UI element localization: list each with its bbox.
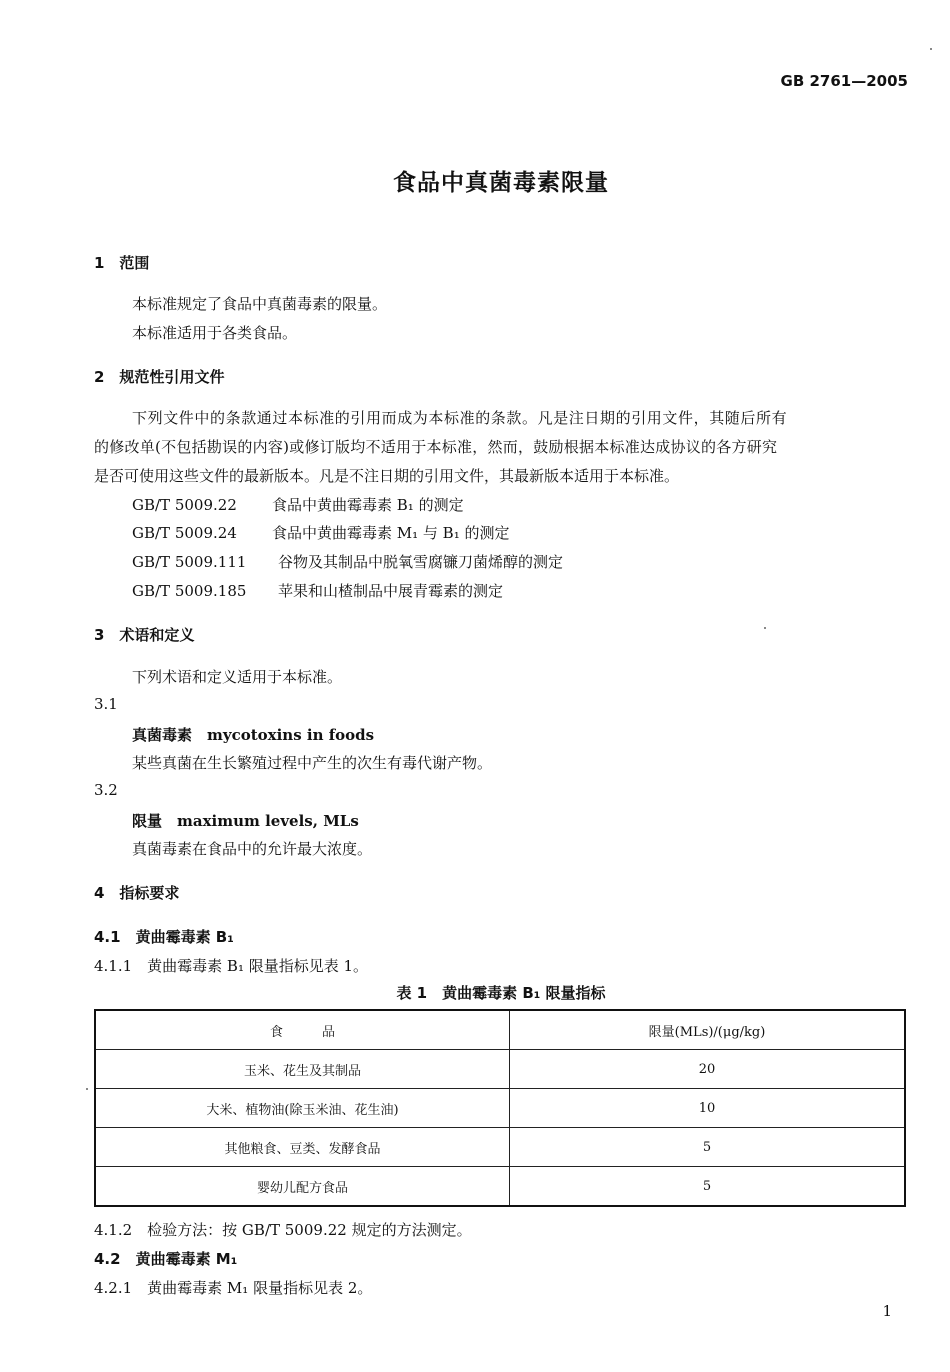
scan-speck — [764, 627, 766, 629]
section-2-para-line-1: 下列文件中的条款通过本标准的引用而成为本标准的条款。凡是注日期的引用文件，其随后所有 — [132, 409, 788, 427]
table-cell-food: 其他粮食、豆类、发酵食品 — [95, 1128, 510, 1167]
table-cell-food: 大米、植物油(除玉米油、花生油) — [95, 1089, 510, 1128]
definition-1-term: 真菌毒素 mycotoxins in foods — [132, 726, 375, 744]
reference-title: 谷物及其制品中脱氧雪腐镰刀菌烯醇的测定 — [278, 553, 564, 571]
table-row — [95, 1128, 905, 1167]
reference-item — [132, 580, 503, 601]
section-4-1-1: 4.1.1 黄曲霉毒素 B₁ 限量指标见表 1。 — [94, 957, 369, 975]
definition-2-number: 3.2 — [94, 781, 118, 799]
reference-item — [132, 551, 563, 572]
section-4-1-heading: 4.1 黄曲霉毒素 B₁ — [94, 928, 234, 946]
table-cell-food: 玉米、花生及其制品 — [95, 1050, 510, 1089]
section-2-para-line-3: 是否可使用这些文件的最新版本。凡是不注日期的引用文件，其最新版本适用于本标准。 — [94, 467, 680, 485]
table-header-row — [95, 1010, 905, 1050]
reference-code: GB/T 5009.24 — [132, 524, 237, 542]
scan-speck — [86, 1088, 88, 1090]
section-4-2-1: 4.2.1 黄曲霉毒素 M₁ 限量指标见表 2。 — [94, 1279, 373, 1297]
table-cell-limit: 20 — [510, 1050, 906, 1089]
table-row — [95, 1167, 905, 1207]
reference-item — [132, 494, 464, 515]
reference-title: 苹果和山楂制品中展青霉素的测定 — [278, 582, 504, 600]
document-title: 食品中真菌毒素限量 — [393, 170, 609, 196]
section-3-intro: 下列术语和定义适用于本标准。 — [132, 668, 343, 686]
definition-2-term: 限量 maximum levels, MLs — [132, 812, 359, 830]
section-2-para-line-2: 的修改单(不包括勘误的内容)或修订版均不适用于本标准，然而，鼓励根据本标准达成协议的各方研究 — [94, 438, 778, 456]
section-1-heading: 1 范围 — [94, 254, 150, 272]
section-1-para-2: 本标准适用于各类食品。 — [132, 324, 298, 342]
reference-code: GB/T 5009.185 — [132, 582, 247, 600]
table-cell-limit: 5 — [510, 1128, 906, 1167]
definition-2-text: 真菌毒素在食品中的允许最大浓度。 — [132, 840, 373, 858]
table-1 — [94, 1009, 906, 1207]
reference-code: GB/T 5009.22 — [132, 496, 237, 514]
reference-code: GB/T 5009.111 — [132, 553, 247, 571]
section-3-heading: 3 术语和定义 — [94, 626, 195, 644]
table-cell-limit: 5 — [510, 1167, 906, 1207]
table-header-food: 食 品 — [95, 1010, 510, 1050]
reference-title: 食品中黄曲霉毒素 B₁ 的测定 — [272, 496, 464, 514]
section-4-1-2: 4.1.2 检验方法：按 GB/T 5009.22 规定的方法测定。 — [94, 1221, 472, 1239]
table-row — [95, 1089, 905, 1128]
section-4-2-heading: 4.2 黄曲霉毒素 M₁ — [94, 1250, 238, 1268]
reference-item — [132, 522, 509, 543]
table-row — [95, 1050, 905, 1089]
definition-1-text: 某些真菌在生长繁殖过程中产生的次生有毒代谢产物。 — [132, 754, 493, 772]
section-1-para-1: 本标准规定了食品中真菌毒素的限量。 — [132, 295, 388, 313]
section-2-heading: 2 规范性引用文件 — [94, 368, 225, 386]
reference-title: 食品中黄曲霉毒素 M₁ 与 B₁ 的测定 — [272, 524, 510, 542]
standard-code: GB 2761—2005 — [780, 72, 908, 90]
table-cell-food: 婴幼儿配方食品 — [95, 1167, 510, 1207]
table-1-caption: 表 1 黄曲霉毒素 B₁ 限量指标 — [396, 984, 606, 1002]
scan-speck — [930, 48, 932, 50]
table-header-limit: 限量(MLs)/(μg/kg) — [510, 1010, 906, 1050]
page-number: 1 — [882, 1302, 892, 1320]
table-cell-limit: 10 — [510, 1089, 906, 1128]
definition-1-number: 3.1 — [94, 695, 118, 713]
section-4-heading: 4 指标要求 — [94, 884, 180, 902]
